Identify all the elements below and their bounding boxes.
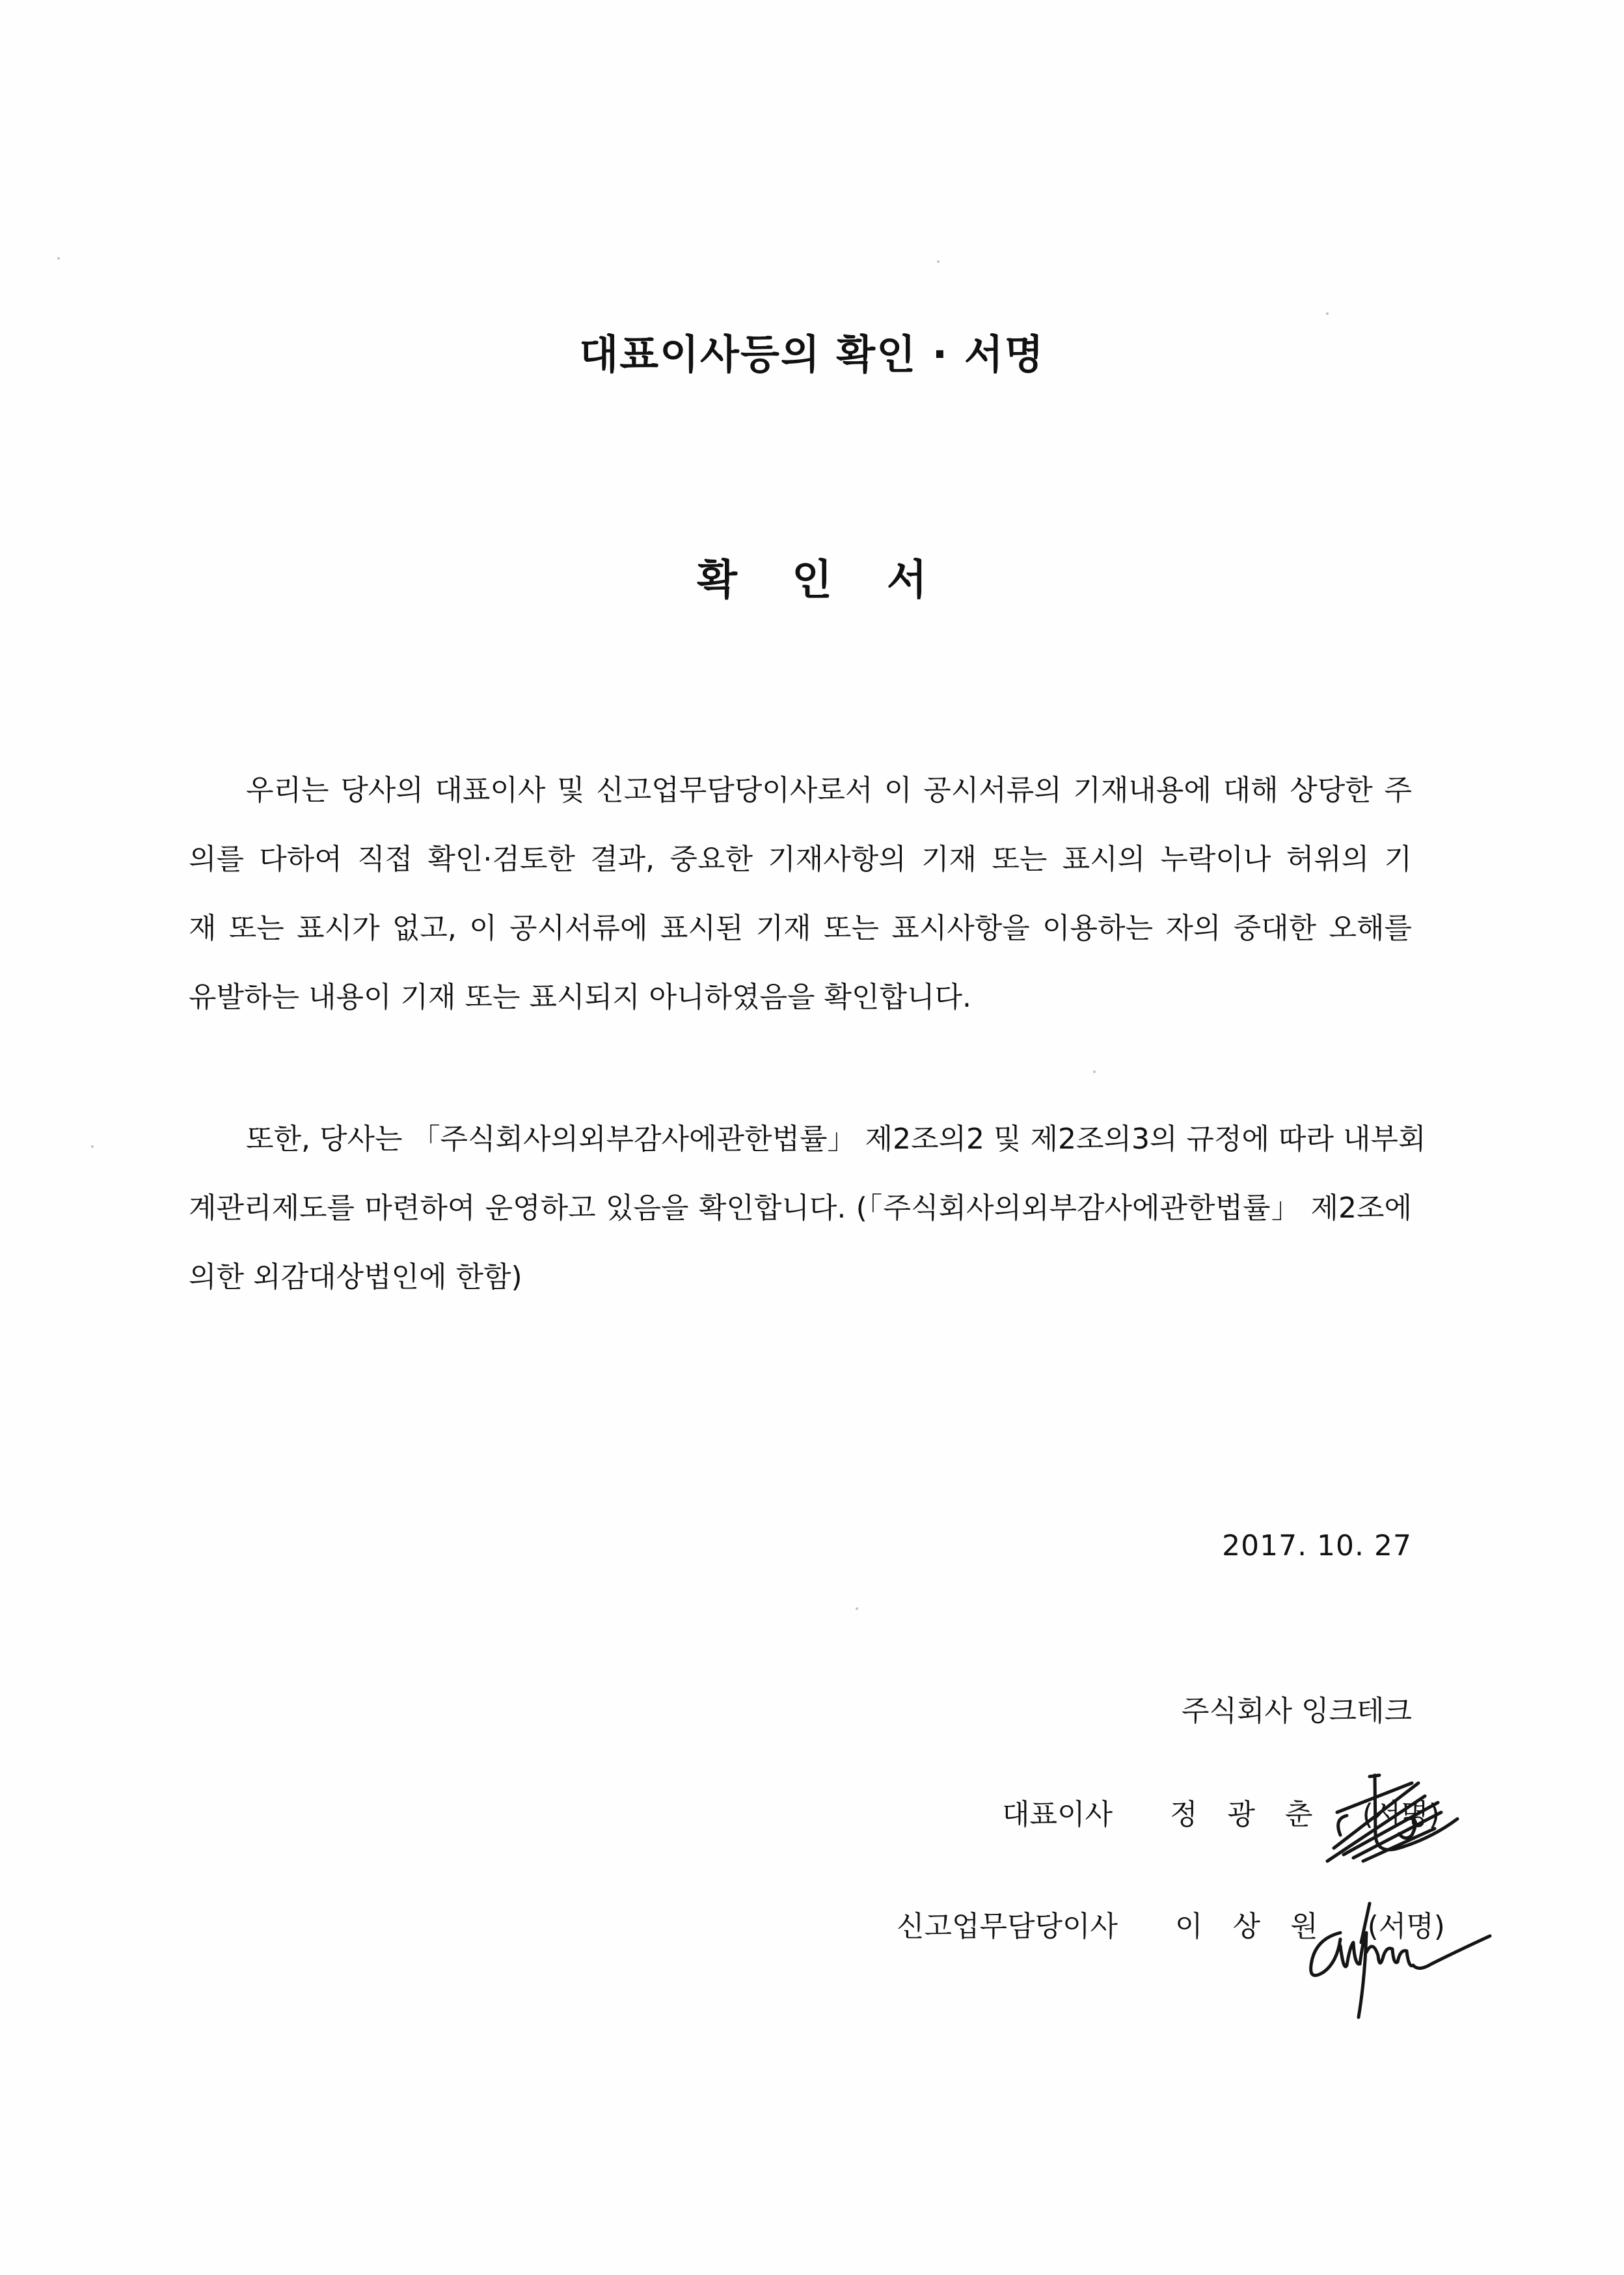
signatory-name: 이 상 원 xyxy=(1175,1910,1318,1943)
handwritten-signature-icon xyxy=(1301,1894,1496,2024)
document-title: 대표이사등의 확인 · 서명 xyxy=(579,331,1045,378)
signatory-name: 정 광 춘 xyxy=(1170,1798,1313,1831)
signatory-role: 대표이사 xyxy=(1002,1798,1113,1831)
paragraph-line: 재 또는 표시가 없고, 이 공시서류에 표시된 기재 또는 표시사항을 이용하는 자의 중대한 오해를 xyxy=(189,912,1412,945)
document-date: 2017. 10. 27 xyxy=(1222,1529,1412,1562)
scan-speck xyxy=(91,1145,94,1148)
scan-speck xyxy=(57,257,60,260)
subtitle-char: 인 xyxy=(792,556,832,605)
document-subtitle xyxy=(0,547,1624,606)
paragraph-line: 우리는 당사의 대표이사 및 신고업무담당이사로서 이 공시서류의 기재내용에 대해 상당한 주 xyxy=(246,774,1412,807)
paragraph-line: 의를 다하여 직접 확인·검토한 결과, 중요한 기재사항의 기재 또는 표시의 누락이나 허위의 기 xyxy=(189,843,1412,876)
internal-control-paragraph xyxy=(189,1105,1426,1312)
paragraph-line: 계관리제도를 마련하여 운영하고 있음을 확인합니다. (「주식회사의외부감사에관한법률」 제2조에 xyxy=(189,1192,1412,1225)
company-name: 주식회사 잉크테크 xyxy=(1181,1695,1412,1728)
subtitle-char: 서 xyxy=(886,556,927,605)
scan-speck xyxy=(1093,1070,1096,1073)
scan-speck xyxy=(856,1607,858,1610)
subtitle-char: 확 xyxy=(697,556,738,605)
confirmation-paragraph xyxy=(189,756,1412,1032)
handwritten-signature-icon xyxy=(1308,1757,1477,1868)
paragraph-line: 또한, 당사는 「주식회사의외부감사에관한법률」 제2조의2 및 제2조의3의 규정에 따라 내부회 xyxy=(246,1123,1426,1156)
paragraph-line: 의한 외감대상법인에 한함) xyxy=(189,1260,522,1294)
scan-speck xyxy=(1326,312,1329,315)
signatory-role: 신고업무담당이사 xyxy=(897,1910,1118,1943)
signature-mark-label: (서명) xyxy=(1362,1798,1440,1831)
paragraph-line: 유발하는 내용이 기재 또는 표시되지 아니하였음을 확인합니다. xyxy=(189,981,972,1014)
signature-mark-label: (서명) xyxy=(1367,1910,1445,1943)
scan-speck xyxy=(937,260,940,263)
